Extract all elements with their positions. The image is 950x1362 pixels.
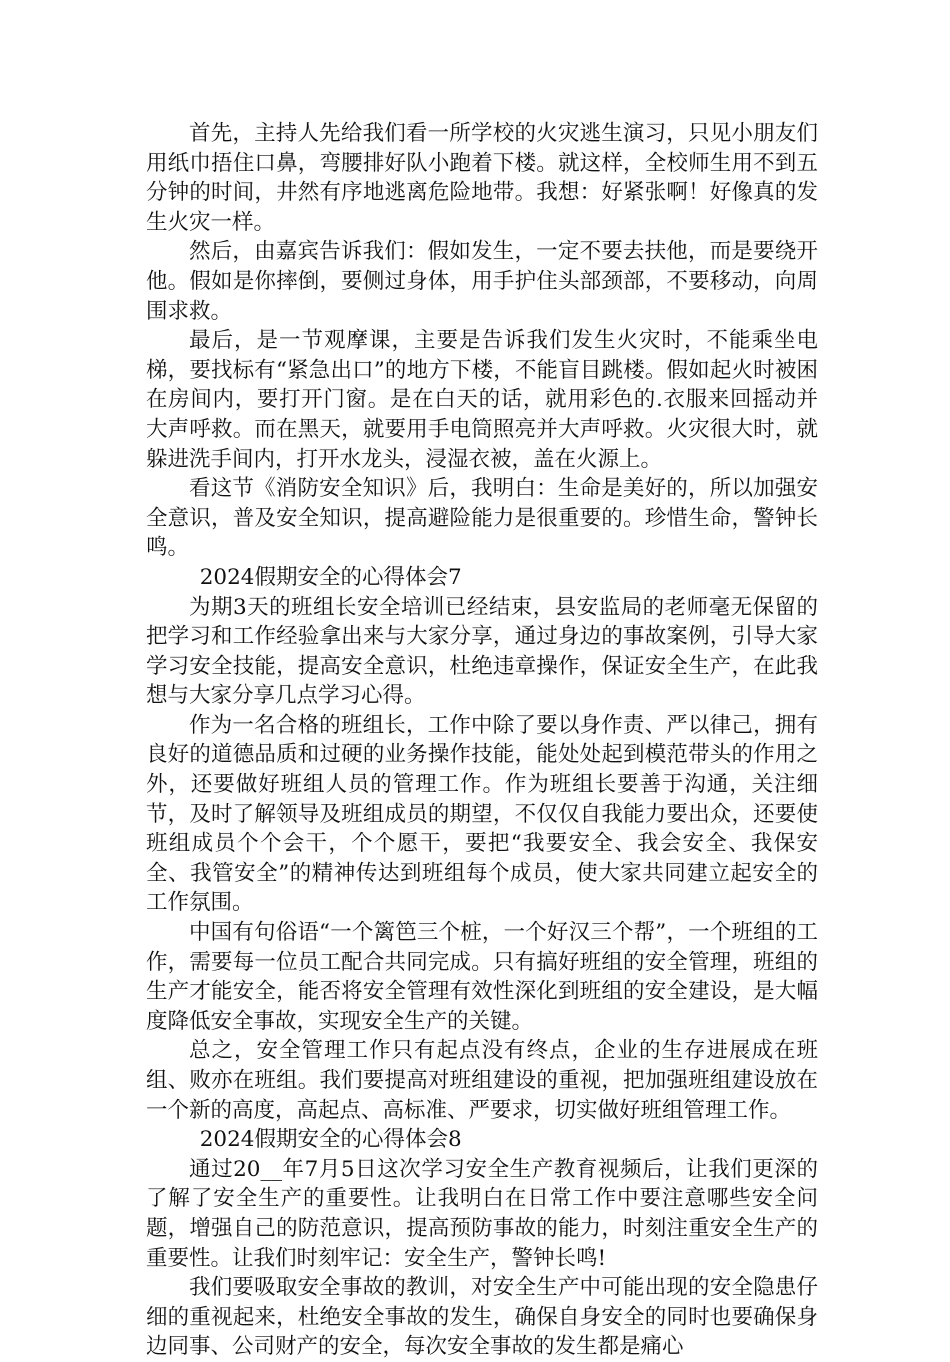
paragraph: 最后，是一节观摩课，主要是告诉我们发生火灾时，不能乘坐电梯，要找标有“紧急出口”的地方下楼，不能盲目跳楼。假如起火时被困在房间内，要打开门窗。是在白天的话，就用彩色的.衣服来回摇动并大声呼救。而在黑天，就要用手电筒照亮并大声呼救。火灾很大时，就躲进洗手间内，打开水龙头，浸湿衣被，盖在火源上。 xyxy=(146,328,818,472)
paragraph: 然后，由嘉宾告诉我们：假如发生，一定不要去扶他，而是要绕开他。假如是你摔倒，要侧过身体，用手护住头部颈部，不要移动，向周围求救。 xyxy=(146,239,818,324)
paragraph: 中国有句俗语“一个篱笆三个桩，一个好汉三个帮”，一个班组的工作，需要每一位员工配合共同完成。只有搞好班组的安全管理，班组的生产才能安全，能否将安全管理有效性深化到班组的安全建设，是大幅度降低安全事故，实现安全生产的关键。 xyxy=(146,920,818,1034)
paragraph: 为期3天的班组长安全培训已经结束，县安监局的老师毫无保留的把学习和工作经验拿出来与大家分享，通过身边的事故案例，引导大家学习安全技能，提高安全意识，杜绝违章操作，保证安全生产，在此我想与大家分享几点学习心得。 xyxy=(146,594,818,709)
paragraph: 首先，主持人先给我们看一所学校的火灾逃生演习，只见小朋友们用纸巾捂住口鼻，弯腰排好队小跑着下楼。就这样，全校师生用不到五分钟的时间，井然有序地逃离危险地带。我想：好紧张啊！好像真的发生火灾一样。 xyxy=(146,121,818,235)
paragraph: 看这节《消防安全知识》后，我明白：生命是美好的，所以加强安全意识，普及安全知识，提高避险能力是很重要的。珍惜生命，警钟长鸣。 xyxy=(146,476,818,561)
paragraph: 作为一名合格的班组长，工作中除了要以身作责、严以律己，拥有良好的道德品质和过硬的业务操作技能，能处处起到模范带头的作用之外，还要做好班组人员的管理工作。作为班组长要善于沟通，关注细节，及时了解领导及班组成员的期望，不仅仅自我能力要出众，还要使班组成员个个会干，个个愿干，要把“我要安全、我会安全、我保安全、我管安全”的精神传达到班组每个成员，使大家共同建立起安全的工作氛围。 xyxy=(146,712,818,916)
section-heading: 2024假期安全的心得体会7 xyxy=(199,564,462,590)
section-heading: 2024假期安全的心得体会8 xyxy=(199,1127,462,1153)
paragraph: 总之，安全管理工作只有起点没有终点，企业的生存进展成在班组、败亦在班组。我们要提高对班组建设的重视，把加强班组建设放在一个新的高度，高起点、高标准、严要求，切实做好班组管理工作。 xyxy=(146,1038,818,1123)
document-body xyxy=(146,119,818,1362)
paragraph: 通过20__年7月5日这次学习安全生产教育视频后，让我们更深的了解了安全生产的重要性。让我明白在日常工作中要注意哪些安全问题，增强自己的防范意识，提高预防事故的能力，时刻注重安全生产的重要性。让我们时刻牢记：安全生产，警钟长鸣! xyxy=(146,1156,818,1271)
paragraph: 我们要吸取安全事故的教训，对安全生产中可能出现的安全隐患仔细的重视起来，杜绝安全事故的发生，确保自身安全的同时也要确保身边同事、公司财产的安全，每次安全事故的发生都是痛心 xyxy=(146,1275,818,1360)
